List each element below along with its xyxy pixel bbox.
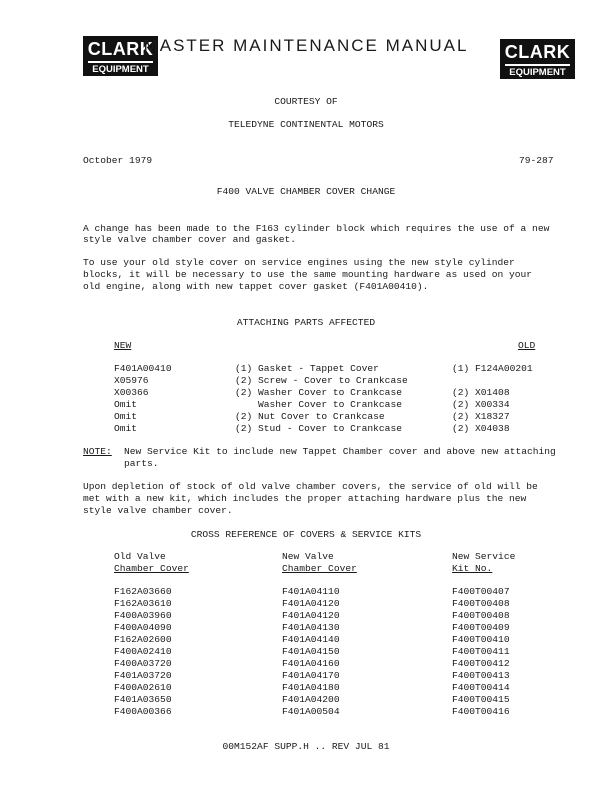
- paragraph-3-line-2: met with a new kit, which includes the proper attaching hardware plus the new: [83, 493, 527, 504]
- xref-kit-no: F400T00408: [452, 610, 510, 621]
- paragraph-1-line-2: style valve chamber cover and gasket.: [83, 234, 297, 245]
- parts-row-old: (2) X01408: [452, 387, 510, 398]
- xref-old-cover: F400A04090: [114, 622, 172, 633]
- xref-kit-no: F400T00415: [452, 694, 510, 705]
- document-date: October 1979: [83, 155, 153, 166]
- parts-row-new: Omit: [114, 411, 138, 422]
- note-line-1: New Service Kit to include new Tappet Chamber cover and above new attaching: [124, 446, 556, 457]
- parts-row-desc: (2) Stud - Cover to Crankcase: [235, 423, 402, 434]
- bulletin-subject: F400 VALVE CHAMBER COVER CHANGE: [216, 186, 396, 197]
- paragraph-2-line-1: To use your old style cover on service engines using the new style cylinder: [83, 257, 515, 268]
- document-number: 79-287: [519, 155, 554, 166]
- parts-row-old: (2) X18327: [452, 411, 510, 422]
- paragraph-2-line-2: blocks, it will be necessary to use the same mounting hardware as used on your: [83, 269, 533, 280]
- parts-row-desc: Washer Cover to Crankcase: [235, 399, 402, 410]
- xref-old-cover: F400A00366: [114, 706, 172, 717]
- xref-kit-no: F400T00408: [452, 598, 510, 609]
- xref-new-cover: F401A04200: [282, 694, 340, 705]
- parts-row-new: Omit: [114, 423, 138, 434]
- xref-kit-no: F400T00416: [452, 706, 510, 717]
- xref-col1-header-line2: Chamber Cover: [114, 563, 189, 574]
- parts-row-desc: (2) Screw - Cover to Crankcase: [235, 375, 408, 386]
- parts-row-new: F401A00410: [114, 363, 172, 374]
- xref-new-cover: F401A04140: [282, 634, 340, 645]
- xref-old-cover: F162A03660: [114, 586, 172, 597]
- parts-col-old: OLD: [518, 340, 536, 351]
- paragraph-3-line-1: Upon depletion of stock of old valve chamber covers, the service of old will be: [83, 481, 538, 492]
- xref-kit-no: F400T00409: [452, 622, 510, 633]
- xref-heading: CROSS REFERENCE OF COVERS & SERVICE KITS: [190, 529, 422, 540]
- xref-new-cover: F401A04150: [282, 646, 340, 657]
- xref-old-cover: F162A03610: [114, 598, 172, 609]
- parts-row-old: (1) F124A00201: [452, 363, 533, 374]
- courtesy-line-2: TELEDYNE CONTINENTAL MOTORS: [228, 119, 384, 130]
- parts-row-new: X05976: [114, 375, 149, 386]
- xref-new-cover: F401A00504: [282, 706, 340, 717]
- paragraph-1-line-1: A change has been made to the F163 cylinder block which requires the use of a new: [83, 223, 550, 234]
- xref-old-cover: F401A03720: [114, 670, 172, 681]
- xref-old-cover: F400A02610: [114, 682, 172, 693]
- xref-kit-no: F400T00414: [452, 682, 510, 693]
- footer-revision: 00M152AF SUPP.H .. REV JUL 81: [222, 741, 390, 752]
- parts-col-new: NEW: [114, 340, 132, 351]
- note-line-2: parts.: [124, 458, 159, 469]
- parts-row-desc: (2) Washer Cover to Crankcase: [235, 387, 402, 398]
- xref-old-cover: F401A03650: [114, 694, 172, 705]
- logo-bottom-text: EQUIPMENT: [88, 61, 153, 75]
- logo-bottom-text: EQUIPMENT: [505, 64, 570, 78]
- xref-new-cover: F401A04180: [282, 682, 340, 693]
- parts-row-desc: (1) Gasket - Tappet Cover: [235, 363, 379, 374]
- xref-kit-no: F400T00411: [452, 646, 510, 657]
- parts-row-old: (2) X00334: [452, 399, 510, 410]
- note-label: NOTE:: [83, 446, 112, 457]
- xref-old-cover: F400A03960: [114, 610, 172, 621]
- xref-new-cover: F401A04160: [282, 658, 340, 669]
- xref-col2-header-line2: Chamber Cover: [282, 563, 357, 574]
- parts-row-desc: (2) Nut Cover to Crankcase: [235, 411, 385, 422]
- xref-new-cover: F401A04120: [282, 610, 340, 621]
- xref-old-cover: F162A02600: [114, 634, 172, 645]
- xref-col3-header-line2: Kit No.: [452, 563, 493, 574]
- parts-row-old: (2) X04038: [452, 423, 510, 434]
- paragraph-2-line-3: old engine, along with new tappet cover gasket (F401A00410).: [83, 281, 429, 292]
- paragraph-3-line-3: style valve chamber cover.: [83, 505, 233, 516]
- xref-col1-header-line1: Old Valve: [114, 551, 166, 562]
- xref-old-cover: F400A02410: [114, 646, 172, 657]
- xref-kit-no: F400T00412: [452, 658, 510, 669]
- parts-row-new: X00366: [114, 387, 149, 398]
- xref-kit-no: F400T00407: [452, 586, 510, 597]
- xref-col3-header-line1: New Service: [452, 551, 516, 562]
- courtesy-line-1: COURTESY OF: [274, 96, 338, 107]
- logo-top-text: CLARK: [504, 42, 571, 62]
- xref-old-cover: F400A03720: [114, 658, 172, 669]
- page-title: MASTER MAINTENANCE MANUAL: [143, 36, 469, 55]
- xref-new-cover: F401A04130: [282, 622, 340, 633]
- xref-new-cover: F401A04170: [282, 670, 340, 681]
- parts-heading: ATTACHING PARTS AFFECTED: [236, 317, 376, 328]
- xref-kit-no: F400T00410: [452, 634, 510, 645]
- xref-col2-header-line1: New Valve: [282, 551, 334, 562]
- xref-new-cover: F401A04110: [282, 586, 340, 597]
- logo-top-text: CLARK: [87, 39, 154, 59]
- parts-row-new: Omit: [114, 399, 138, 410]
- xref-new-cover: F401A04120: [282, 598, 340, 609]
- xref-kit-no: F400T00413: [452, 670, 510, 681]
